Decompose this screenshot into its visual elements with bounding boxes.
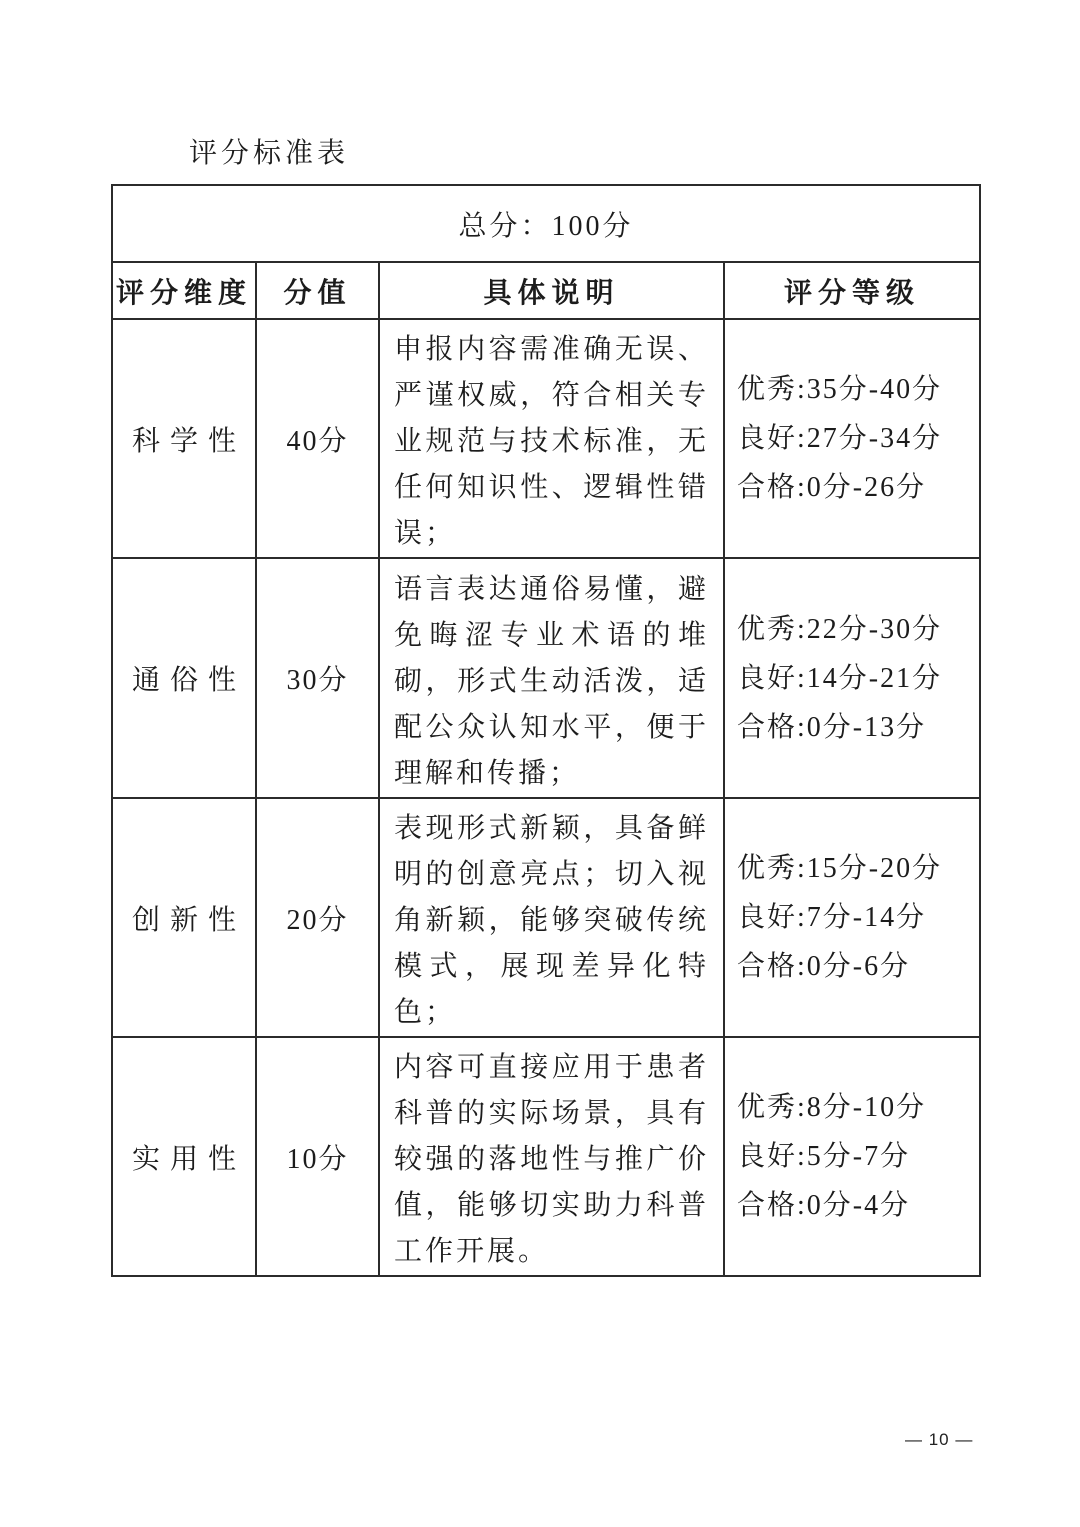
- table-row: [112, 1037, 980, 1276]
- col-header-description: 具体说明: [379, 262, 724, 319]
- score-cell: 20分: [256, 798, 379, 1037]
- grade-good: 良好:5分-7分: [737, 1141, 911, 1172]
- grade-excellent: 优秀:8分-10分: [737, 1092, 927, 1123]
- description-cell: 申报内容需准确无误、严谨权威，符合相关专业规范与技术标准，无任何知识性、逻辑性错误；: [379, 319, 724, 558]
- table-row: [112, 558, 980, 798]
- grade-good: 良好:27分-34分: [737, 423, 943, 454]
- col-header-grade: 评分等级: [724, 262, 980, 319]
- page-title: 评分标准表: [189, 138, 350, 169]
- total-score-row: [112, 185, 980, 262]
- table-header-row: [112, 262, 980, 319]
- grade-good: 良好:14分-21分: [737, 662, 943, 694]
- total-score-cell: 总分：100分: [112, 185, 980, 262]
- col-header-dimension: 评分维度: [112, 262, 256, 319]
- grade-pass: 合格:0分-6分: [737, 951, 911, 982]
- scoring-standard-table: [111, 184, 981, 1277]
- page-number: — 10 —: [905, 1430, 974, 1449]
- grade-excellent: 优秀:35分-40分: [737, 374, 943, 405]
- grade-excellent: 优秀:22分-30分: [737, 613, 943, 645]
- description-cell: 语言表达通俗易懂，避免晦涩专业术语的堆砌，形式生动活泼，适配公众认知水平，便于理解和传播；: [379, 558, 724, 798]
- description-cell: 内容可直接应用于患者科普的实际场景，具有较强的落地性与推广价值，能够切实助力科普工作开展。: [379, 1037, 724, 1276]
- grade-good: 良好:7分-14分: [737, 902, 927, 933]
- table-row: [112, 319, 980, 558]
- table-row: [112, 798, 980, 1037]
- dimension-cell: 科学性: [112, 319, 256, 558]
- dimension-cell: 实用性: [112, 1037, 256, 1276]
- score-cell: 30分: [256, 558, 379, 798]
- score-cell: 10分: [256, 1037, 379, 1276]
- grade-excellent: 优秀:15分-20分: [737, 853, 943, 884]
- col-header-score: 分值: [256, 262, 379, 319]
- dimension-cell: 创新性: [112, 798, 256, 1037]
- dimension-cell: 通俗性: [112, 558, 256, 798]
- grade-pass: 合格:0分-13分: [737, 711, 927, 743]
- grades-cell: [724, 798, 980, 1037]
- grades-cell: [724, 558, 980, 798]
- grades-cell: [724, 319, 980, 558]
- score-cell: 40分: [256, 319, 379, 558]
- grade-pass: 合格:0分-26分: [737, 472, 927, 503]
- description-cell: 表现形式新颖，具备鲜明的创意亮点；切入视角新颖，能够突破传统模式，展现差异化特色；: [379, 798, 724, 1037]
- grades-cell: [724, 1037, 980, 1276]
- grade-pass: 合格:0分-4分: [737, 1190, 911, 1221]
